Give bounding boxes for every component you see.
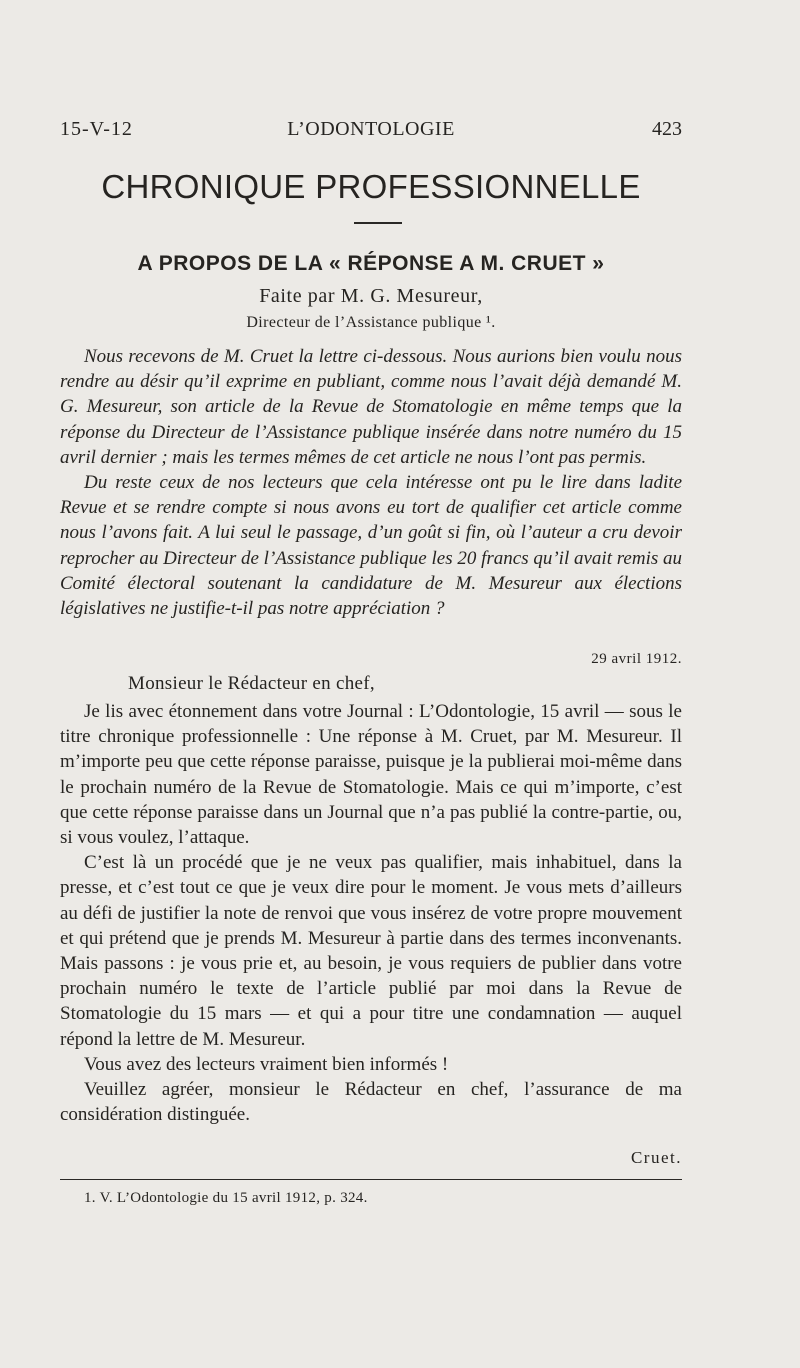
letter-date: 29 avril 1912. bbox=[591, 651, 682, 667]
page-number: 423 bbox=[652, 118, 682, 140]
footnote-divider bbox=[60, 1179, 682, 1180]
title-divider bbox=[354, 222, 402, 224]
letter-paragraph-3: Vous avez des lecteurs vraiment bien informés ! bbox=[84, 1053, 449, 1075]
intro-paragraph-1: Nous recevons de M. Cruet la lettre ci-dessous. Nous aurions bien voulu nous rendre au désir qu’il exprime en publiant, comme nous l’avait déjà demandé M. G. Mesureur, son article de la Revue de Stomatologie en même temps que la réponse du Directeur de l’Assistance publique insérée dans notre numéro du 15 avril dernier ; mais les termes mêmes de cet article ne nous l’ont pas permis. bbox=[60, 346, 682, 468]
letter-body bbox=[60, 699, 682, 1127]
footnote: 1. V. L’Odontologie du 15 avril 1912, p. 324. bbox=[84, 1190, 368, 1206]
letter-paragraph-2: C’est là un procédé que je ne veux pas qualifier, mais inhabituel, dans la presse, et c’est tout ce que je veux dire pour le moment. Je vous mets d’ailleurs au défi de justifier la note de renvoi que vous insérez de votre propre mouvement et qui prétend que je prends M. Mesureur à partie dans des termes inconvenants. Mais passons : je vous prie et, au besoin, je vous requiers de publier dans votre prochain numéro le texte de l’article publié par moi dans la Revue de Stomatologie du 15 mars — et qui a pour titre une condamnation — auquel répond la lettre de M. Mesureur. bbox=[60, 852, 682, 1050]
intro-paragraph-2: Du reste ceux de nos lecteurs que cela intéresse ont pu le lire dans ladite Revue et se rendre compte si nous avons eu tort de qualifier cet article comme nous l’avons fait. A lui seul le passage, d’un goût si fin, où l’auteur a cru devoir reprocher au Directeur de l’Assistance publique les 20 francs qu’il avait remis au Comité électoral soutenant la candidature de M. Mesureur aux élections législatives ne justifie-t-il pas notre appréciation ? bbox=[60, 472, 682, 620]
letter-paragraph-4: Veuillez agréer, monsieur le Rédacteur en chef, l’assurance de ma considération distinguée. bbox=[60, 1079, 682, 1126]
article-title: A PROPOS DE LA « RÉPONSE A M. CRUET » bbox=[137, 252, 605, 275]
letter-signature: Cruet. bbox=[630, 1148, 682, 1167]
author-affiliation: Directeur de l’Assistance publique ¹. bbox=[246, 314, 496, 331]
letter-salutation: Monsieur le Rédacteur en chef, bbox=[128, 673, 375, 694]
article-byline: Faite par M. G. Mesureur, bbox=[259, 285, 483, 307]
header-journal-title: L’ODONTOLOGIE bbox=[287, 118, 455, 140]
section-title: CHRONIQUE PROFESSIONNELLE bbox=[101, 168, 641, 205]
editorial-intro bbox=[60, 344, 682, 621]
letter-paragraph-1: Je lis avec étonnement dans votre Journal : L’Odontologie, 15 avril — sous le titre chronique professionnelle : Une réponse à M. Cruet, par M. Mesureur. Il m’importe peu que cette réponse paraisse, puisque je la publierai moi-même dans le prochain numéro de la Revue de Stomatologie. Mais ce qui m’importe, c’est que cette réponse paraisse dans un Journal que n’a pas publié la contre-partie, ou, si vous voulez, l’attaque. bbox=[60, 701, 682, 849]
header-date: 15-V-12 bbox=[60, 118, 133, 140]
running-header bbox=[60, 118, 682, 148]
